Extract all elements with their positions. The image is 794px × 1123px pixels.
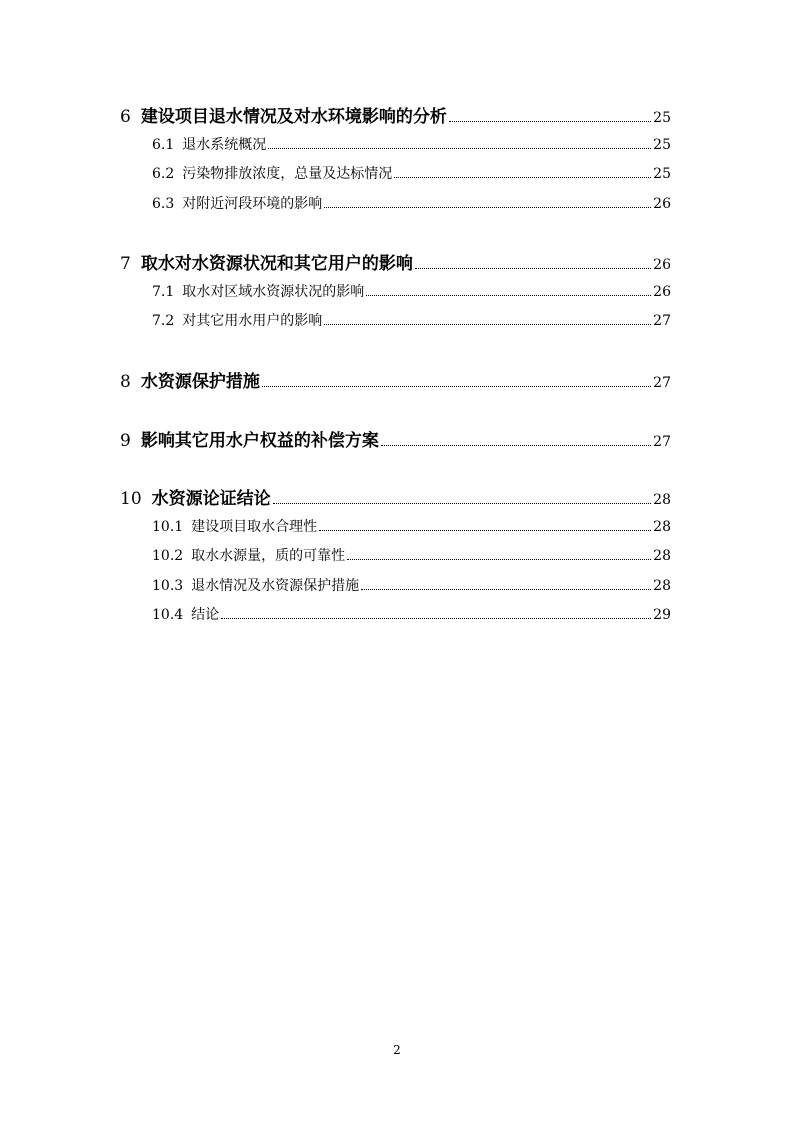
toc-entry-7[interactable] (120, 249, 671, 274)
toc-entry-7-1[interactable] (152, 281, 671, 301)
toc-page: 27 (653, 434, 671, 450)
toc-number: 10 (120, 489, 142, 509)
toc-entry-8[interactable] (120, 367, 671, 392)
toc-title: 水资源论证结论 (151, 489, 271, 509)
toc-number: 7 (120, 254, 131, 274)
leader-dots (449, 121, 651, 122)
toc-entry-10-1[interactable] (152, 516, 671, 536)
toc-title: 建设项目退水情况及对水环境影响的分析 (140, 107, 447, 127)
toc-number: 10.4 (152, 607, 184, 623)
toc-number: 8 (120, 372, 131, 392)
toc-number: 6.1 (152, 137, 175, 153)
toc-entry-6[interactable] (120, 102, 671, 127)
leader-dots (221, 618, 651, 619)
leader-dots (366, 295, 651, 296)
toc-title: 对其它用水用户的影响 (182, 313, 323, 329)
leader-dots (324, 324, 651, 325)
toc-entry-9[interactable] (120, 426, 671, 451)
toc-title: 取水对水资源状况和其它用户的影响 (140, 254, 413, 274)
toc-number: 6.2 (152, 166, 175, 182)
toc-entry-6-1[interactable] (152, 134, 671, 154)
toc-page: 26 (653, 284, 671, 300)
toc-page: 26 (653, 196, 671, 212)
toc-title: 水资源保护措施 (140, 372, 260, 392)
toc-title: 结论 (191, 607, 220, 623)
leader-dots (262, 386, 651, 387)
toc-entry-6-3[interactable] (152, 193, 671, 213)
leader-dots (415, 268, 651, 269)
leader-dots (361, 589, 651, 590)
toc-number: 6.3 (152, 196, 175, 212)
toc-number: 10.1 (152, 519, 184, 535)
leader-dots (394, 177, 651, 178)
toc-title: 建设项目取水合理性 (191, 519, 318, 535)
toc-page: 27 (653, 313, 671, 329)
toc-page: 28 (653, 519, 671, 535)
toc-entry-10[interactable] (120, 484, 671, 509)
toc-title: 污染物排放浓度，总量及达标情况 (182, 166, 393, 182)
toc-title: 退水情况及水资源保护措施 (191, 578, 360, 594)
toc-title: 取水水源量，质的可靠性 (191, 548, 346, 564)
leader-dots (381, 445, 651, 446)
leader-dots (273, 503, 651, 504)
toc-page: 25 (653, 166, 671, 182)
toc-page: 28 (653, 578, 671, 594)
toc-page: 26 (653, 257, 671, 273)
toc-number: 6 (120, 107, 131, 127)
leader-dots (268, 148, 651, 149)
toc-title: 对附近河段环境的影响 (182, 196, 323, 212)
toc-entry-6-2[interactable] (152, 163, 671, 183)
toc-title: 退水系统概况 (182, 137, 267, 153)
leader-dots (319, 530, 651, 531)
toc-page: 28 (653, 548, 671, 564)
toc-entry-7-2[interactable] (152, 310, 671, 330)
toc-number: 10.3 (152, 578, 184, 594)
toc-number: 9 (120, 431, 131, 451)
toc-entry-10-4[interactable] (152, 604, 671, 624)
toc-title: 取水对区域水资源状况的影响 (182, 284, 365, 300)
toc-entry-10-2[interactable] (152, 545, 671, 565)
toc-title: 影响其它用水户权益的补偿方案 (140, 431, 379, 451)
leader-dots (347, 559, 651, 560)
toc-page: 27 (653, 375, 671, 391)
toc-page: 29 (653, 607, 671, 623)
leader-dots (324, 207, 651, 208)
toc-number: 10.2 (152, 548, 184, 564)
toc-number: 7.2 (152, 313, 175, 329)
toc-page: 25 (653, 110, 671, 126)
toc-page: 25 (653, 137, 671, 153)
page-number: 2 (393, 1043, 401, 1057)
toc-number: 7.1 (152, 284, 175, 300)
toc-entry-10-3[interactable] (152, 575, 671, 595)
toc-page: 28 (653, 492, 671, 508)
